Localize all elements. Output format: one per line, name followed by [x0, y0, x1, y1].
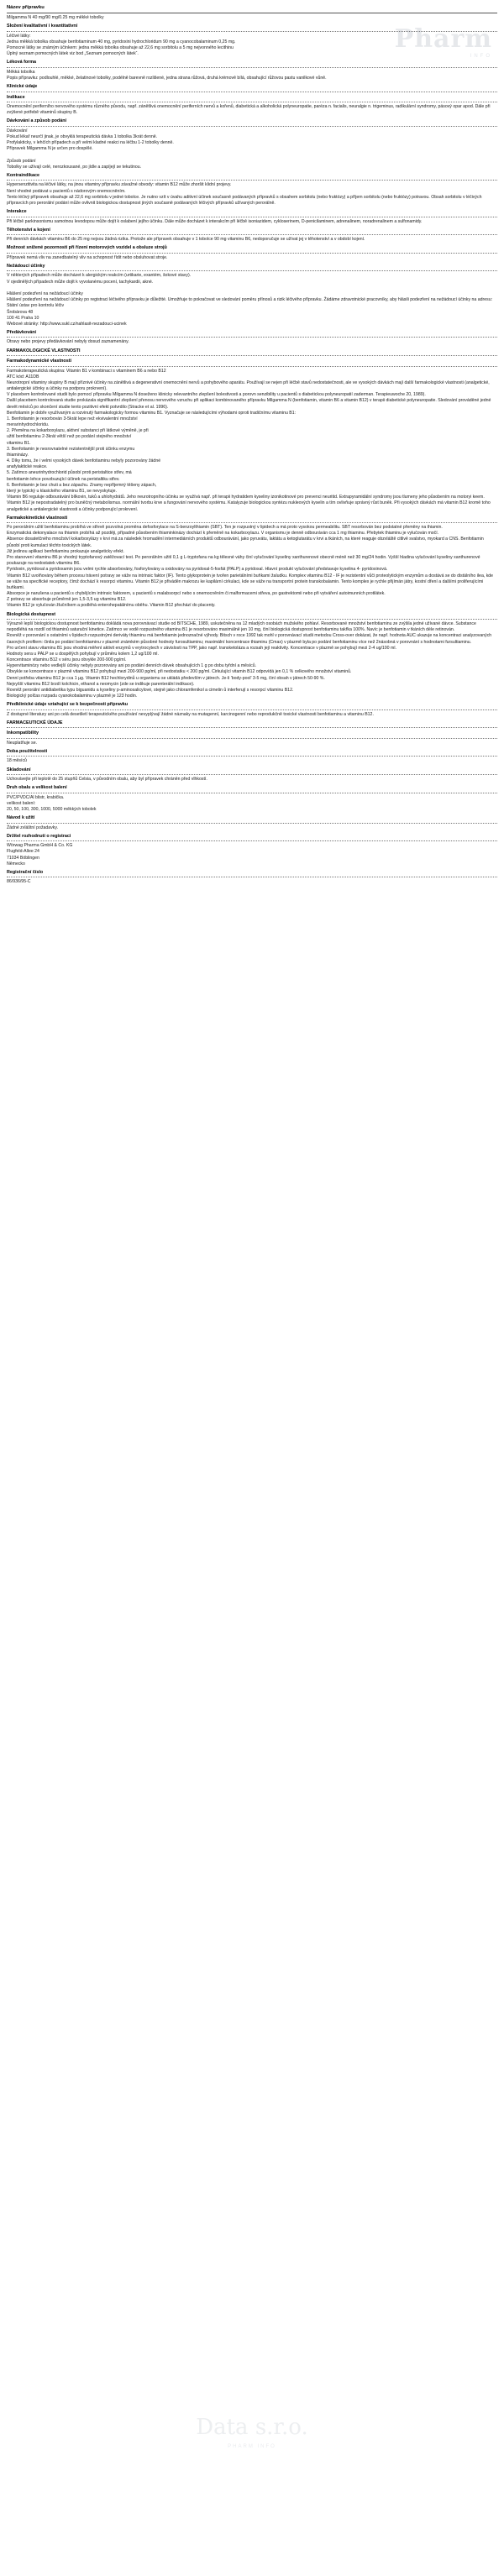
paragraph: Žádné zvláštní požadavky. — [7, 825, 59, 830]
paragraph: Pomocné látky se známým účinkem: jedna měkká tobolka obsahuje až 22,6 mg sorbitolu a 5 mg nejvonného lecithinu — [7, 45, 234, 50]
paragraph: Biologický polčas rozpadu cyanokobalaminu v plazmě je 123 hodin. — [7, 694, 138, 699]
section-heading-predavkovani: Předávkování — [7, 330, 37, 336]
section-divider — [7, 337, 497, 338]
paragraph: Onemocnění periferního nervového systému různého původu, např. zánětlivá onemocnění periferních nervů a kořenů, diabetická a alkoholická polyneuropatie, paréza n. facialis, neuralgie n. trigeminus, radikulární syndromy, pásový opar apod. Dále při zvýšené potřebě vitaminů skupiny B. — [7, 104, 491, 116]
paragraph: Přípravek Milgamma N je určen pro dospělé. — [7, 146, 93, 152]
paragraph: Státní ústav pro kontrolu léčiv — [7, 303, 65, 309]
section-body-skladovani — [7, 777, 497, 783]
paragraph: Dávkování — [7, 128, 28, 134]
paragraph: Již jedinou aplikaci benfotiaminu prokazuje analgeticky efekt. — [7, 548, 124, 554]
paragraph: Nejvyšší vitaminu B12 brzdí kolchicin, ethanol a neomycin (zde se indikuje parenterální indikace). — [7, 681, 195, 687]
section-heading-rizeni: Možnost snížené pozornosti při řízení motorových vozidel a obsluze strojů — [7, 245, 167, 251]
section-heading-nezadouci: Nežádoucí účinky — [7, 264, 45, 270]
section-body-indikace — [7, 104, 497, 116]
section-divider — [7, 355, 497, 356]
paragraph: Přípravek nemá vliv na zanedbatelný vliv na schopnost řídit nebo obsluhovat stroje. — [7, 254, 168, 260]
section-body-tehotenstvi — [7, 237, 497, 243]
paragraph: ATC kód: A11DB — [7, 374, 39, 380]
section-heading-farmakologicke: FARMAKOLOGICKÉ VLASTNOSTI — [7, 348, 81, 353]
paragraph: 86/936/95-C — [7, 879, 31, 885]
section-divider — [7, 727, 497, 728]
section-body-navod — [7, 825, 497, 831]
paragraph: Hlášení podezření na nežádoucí účinky — [7, 291, 83, 296]
section-body-kontraindikace — [7, 182, 497, 207]
section-heading-navod: Návod k užití — [7, 815, 35, 821]
paragraph: Způsob podání — [7, 158, 36, 164]
paragraph: Při denních dávkách vitaminu B6 do 25 mg nejsou žádná rizika. Protože ale přípravek obsahuje v 1 tobolce 90 mg vitaminu B6, nedoporučuje se užívat jej v těhotenství a v období kojení. — [7, 237, 365, 243]
paragraph: Obvykle se koncentrace v plazmě vitaminu B12 pohybují mezi 200-900 pg/ml, při nedostatku < 200 pg/ml. Cirkulující vitamin B12 odpovídá jen 0,1 % celkového množství vitaminů. — [7, 669, 352, 675]
section-body-druh-obalu — [7, 795, 497, 814]
paragraph: 18 měsíců — [7, 758, 27, 764]
paragraph: Německo — [7, 861, 25, 867]
paragraph — [7, 152, 497, 158]
section-divider — [7, 234, 497, 235]
paragraph: Tento léčivý přípravek obsahuje až 22,6 mg sorbitolu v jedné tobolce. Je nutno vzít v úvahu aditivní účinek současně podávaných přípravků s obsahem sorbitolu (nebo fruktózy) a příjem sorbitolu (nebo fruktózy) potravou. Obsah sorbitolu v léčivých přípravcích pro perorální podání může ovlivnit biologickou dostupnost jiných současně podávaných léčivých přípravků užívaných perorálně. — [7, 194, 482, 206]
paragraph: Šrobárova 48 — [7, 309, 34, 315]
paragraph: Pyridoxin, pyridoxal a pyridoxamin jsou velmi rychle absorbovány, fosforylovány a oxidovány na pyridoxal-5-fosfát (PALP) a pyridoxal. Hlavní produkt vylučování představuje kyselina 4- pyridoxinová. — [7, 567, 388, 573]
watermark-bottom-text: Data s.r.o. — [196, 2414, 308, 2440]
paragraph: Měkká tobolka — [7, 69, 35, 75]
paragraph: 5. Zatímco aneurinhydrochlorid působí proti peristaltice střev, má — [7, 470, 132, 476]
paragraph: Z dostupné literatury ani po celá desetiletí terapeutického používání nevyplývají žádné náznaky na mutagenní, karcinogenní nebo reprodukčně toxické vlastnosti benfotiaminu a vitaminu B12. — [7, 711, 374, 717]
watermark-top-sub: INFO — [470, 54, 492, 60]
paragraph: Neuplatňuje se. — [7, 740, 38, 746]
paragraph: Absorpce je narušena u pacientů s chybějícím intrinsic faktorem, u pacientů s malabsorpcí nebo s onemocněním či malformacemi střeva, po gastrektomii nebo při vytváření autoimunních protilátek. — [7, 591, 386, 597]
paragraph: Není vhodné podávat u pacientů s nádorovým onemocněním. — [7, 188, 126, 194]
section-divider — [7, 180, 497, 181]
paragraph: 71034 Böblingen — [7, 855, 39, 861]
paragraph: Hypervitaminózy nebo vedlejší účinky nebyly pozorovány ani po podání denních dávek obsahujících 1 g po dobu tyřdní a měsíců. — [7, 663, 257, 669]
section-heading-farmaceuticke: FARMACEUTICKÉ ÚDAJE — [7, 720, 63, 725]
section-heading-klinicke-udaje: Klinické údaje — [7, 84, 38, 90]
section-body-rizeni — [7, 255, 497, 261]
paragraph: vitaminu B1. — [7, 440, 31, 446]
paragraph: který je typický u klasického vitaminu B1, se nevyskytuje. — [7, 488, 117, 494]
section-divider — [7, 823, 497, 824]
section-body-nezadouci — [7, 273, 497, 327]
paragraph: merarinhydrochloridu. — [7, 422, 50, 428]
section-body-doba-pouzitelnosti — [7, 758, 497, 764]
section-body-biologicka — [7, 621, 497, 699]
section-heading-farmakokineticke: Farmakokinetické vlastnosti — [7, 515, 68, 521]
section-body-registracni-cislo — [7, 879, 497, 885]
paragraph: Uchovávejte při teplotě do 25 stupňů Celsia, v původním obalu, aby byl přípravek chráněn před vlhkostí. — [7, 777, 207, 782]
paragraph: PVC/PVDC/Al blistr, krabička. — [7, 794, 65, 800]
paragraph: Profylakticky, v lehčích případech a při velmi kladné reakci na léčbu 1-2 tobolky denně. — [7, 140, 174, 146]
section-heading-interakce: Interakce — [7, 209, 27, 215]
section-heading-registracni-cislo: Registrační číslo — [7, 869, 44, 875]
paragraph: Vitamin B6 reguluje odbourávání bílkovin, tuků a uhlohydrátů. Jeho neurotropního účinku se využívá např. při terapii hydratidem kyseliny izonikotinové pro prevenci neuritid. Extrapyramidální syndromy jsou tlumeny jeho působením na motoryi keem. — [7, 495, 485, 500]
section-heading-inkompatibility: Inkompatibility — [7, 730, 39, 736]
paragraph: užití benfotiaminu 2-3krát větší než po podání stejného množství — [7, 434, 132, 440]
section-heading-biologicka: Biologická dostupnost — [7, 611, 56, 617]
section-body-davkovani — [7, 128, 497, 170]
paragraph: Z potravy se absorbuje průměrně jen 1,5-3,5 ug vitaminu B12. — [7, 597, 127, 603]
paragraph: Pro určení stavu vitaminu B1 jsou vhodná měření aktivit enzymů v erytrocytech v závislosti na TPP, jako např. transketoláza a rozsah její reaktivity. Koncentrace v plazmě se pohybují mezi 2-4 ug/100 ml. — [7, 645, 396, 651]
section-heading-slozeni: Složení kvalitativní i kvantitativní — [7, 24, 78, 29]
section-divider — [7, 366, 497, 367]
paragraph — [7, 285, 497, 291]
section-heading-doba-pouzitelnosti: Doba použitelnosti — [7, 748, 48, 754]
section-divider — [7, 126, 497, 127]
section-heading-druh-obalu: Druh obalu a velikost balení — [7, 785, 67, 791]
paragraph: Další placebem kontrolovaná studie prokázala signifikantní zlepšení přenosu nervového vzruchu při aplikaci kombinovaného přípravku Milgamma N (benfotiamin, vitamin B6 a vitamin B12) v terapii diabetické polyneuropatie. Sledování prováděné jedné devět měsíců po skončení studie tento pozitivní efekt potvrdilo (Stracke et al. 1996). — [7, 398, 491, 410]
section-divider — [7, 67, 497, 68]
paragraph: Absence dosatetčného množství kokarboxylázy v krvi má za následek hromadění intermediárních produktů odbourávání, jako pyruvátu, laktátu a ketoglutarátu v krvi a tkáních, na které reaguje obzvláště citlivě svalstvo, myokard a CNS. Benfotiamin působí proti kumulaci těchto toxických látek. — [7, 537, 484, 548]
paragraph: 6. Benfotiamin je bez chuti a bez zápachu. Znamy nepříjemný těšeny zápach, — [7, 482, 157, 488]
paragraph: Denní potřeba vitaminu B12 je cca 1 µg. Vitamin B12 hechlorydinů u organismu se ukládá především v játrech. Je-li 'body-pool' 3-5 mg, činí obsah v játrech 50-90 %. — [7, 675, 325, 681]
page-title: Název přípravku — [7, 5, 45, 10]
paragraph: Farmakoterapeutická skupina: Vitamin B1 v kombinaci s vitaminem B6 a nebo B12 — [7, 368, 166, 374]
section-body-interakce — [7, 219, 497, 225]
section-heading-drzitel: Držitel rozhodnutí o registraci — [7, 833, 71, 839]
paragraph: Vitamin B12 je vylučován žlučníkem a podléhá enterohepatálnímu oběhu. Vitamin B12 přechází do placenty. — [7, 603, 216, 609]
paragraph: Popis přípravku: podlouhlé, měkké, želatinové tobolky, podélně barevně rozlišené, jedna strana růžová, druhá krémově bílá, obsahující růžovou pastu vanilkové vůně. — [7, 75, 327, 81]
paragraph: Jedna měkká tobolka obsahuje benfotiaminum 40 mg, pyridoxini hydrochloridum 90 mg a cyanocobalaminum 0,25 mg. — [7, 39, 236, 45]
paragraph: Otravy nebo projevy předávkování nebyly dosud zaznamenány. — [7, 339, 129, 345]
watermark-bottom-sub: PHARM INFO — [228, 2443, 276, 2449]
paragraph: Webové stránky: http://www.sukl.cz/nahlasit-nezadouci-ucinek — [7, 321, 127, 327]
section-divider — [7, 738, 497, 739]
paragraph: Koncentrace vitaminu B12 v séru jsou obvykle 200-900 pg/ml. — [7, 657, 127, 663]
section-divider — [7, 774, 497, 775]
section-body-farmakokineticke — [7, 525, 497, 609]
paragraph: Po perorálním užití benfotiaminu probíhá ve střevě pozvolná proměna defosforylace na S-benzoylthiamin (SBT). Ten je rozpustný v lipidech a má proto vysokou permeabilitu. SBT resorbován bez podstatné přeměny na thiamin. — [7, 525, 443, 531]
section-heading-farmakodynamicke: Farmakodynamické vlastnosti — [7, 359, 71, 364]
paragraph: benfotiamin lehce povzbuzující účinek na peristaltiku střev. — [7, 476, 120, 482]
section-divider — [7, 709, 497, 710]
paragraph: anafylaktické reakce. — [7, 464, 48, 470]
paragraph: 20, 50, 100, 300, 1000, 5000 měkkých tobolek — [7, 806, 97, 812]
paragraph: Hodnoty sera u PALP se u dospělých pohybují v průměru kolem 1,2 ug/100 ml. — [7, 651, 159, 657]
section-body-slozeni — [7, 34, 497, 58]
section-divider — [7, 619, 497, 620]
paragraph: 4. Díky tomu, že i velmi vysokých dávek benfotiaminu nebyly pozorovány žádné — [7, 458, 161, 464]
section-heading-kontraindikace: Kontraindikace — [7, 173, 39, 178]
paragraph: Rovněž v porovnání s ostatními v lipidech rozpustnými deriváty thiaminu má benfotiamin jednoznačné výhody. Bitsch v roce 1992 tak mohl v porovnávací studii metodou Cross-over dokázat, že např. hodnota AUC ukazuje na koncentraci analyzovaných časových profilem: činila po podání benfotiaminu v plazmě známkém působné hodnoty furosultiaminu; maximální koncentrace thiaminu (Cmax) v plazmě byla po podání benfotiaminu více než 2násobná v porovnání s hodnotami fursultiaminu. — [7, 633, 492, 645]
section-heading-tehotenstvi: Těhotenství a kojení — [7, 227, 50, 233]
product-name: Milgamma N 40 mg/90 mg/0.25 mg měkké tobolky — [7, 14, 104, 20]
paragraph: Pro stanovení vitaminu B6 je vhodný tryptofanový zatěžovací test. Po perorálním užití 0,1 g L-tryptofanu na kg tělesné váhy činí vylučování kyseliny xanthurenové obecně méně než 30 mg/24 hodin. Vyšší hladina vylučování kyseliny xanthurenové poukazuje na nedostatek vitaminu B6. — [7, 554, 480, 567]
section-body-predavkovani — [7, 339, 497, 345]
section-heading-indikace: Indikace — [7, 94, 25, 100]
paragraph: 3. Benfotiamin je nesrovnatelné rezistentnější proti účinku enzymu — [7, 446, 135, 452]
paragraph: Při léčbě parkinsonismu samotnou levodopou může dojít k oslabení jejího účinku. Dále může docházet k interakcím při léčbě isoniazidem, cykloserinem, D-penicilaminem, adrenalinem, noradrenalinem a sulfonamidy. — [7, 218, 423, 224]
section-heading-skladovani: Skladování — [7, 767, 31, 772]
section-body-inkompatibility — [7, 741, 497, 746]
watermark-bottom — [196, 2413, 307, 2450]
paragraph: V ojedinělých případech může dojít k vyvolanému pocení, tachykardii, akné. — [7, 279, 154, 285]
section-body-drzitel — [7, 843, 497, 867]
paragraph: Úplný seznam pomocných látek viz bod „Seznam pomocných látek“. — [7, 51, 139, 57]
paragraph: Flugfeld-Allee 24 — [7, 849, 39, 855]
section-heading-davkovani: Dávkování a způsob podání — [7, 118, 66, 124]
paragraph: V placebem kontrolované studii bylo pomocí přípravku Milgamma N doseženo klinicky relevantního zlepšení bolestivosti a porovn senzibility u pacientů s diabetickou polyneuropatií zaderman. Terapieuwoche 20, 1989). — [7, 392, 426, 398]
paragraph: Vitamin B12 uvolňovány během procesu trávení potravy se váže na intrinsic faktor (IF). Tento glykoprotein je tvořen parietálními buňkami žaludku. Komplex vitaminu B12 - IF je rezistentní vůči proteolytickým enzymům a dostává se do distálního ilea, kde se váže na specifické receptory, čímž dochází k resorpci vitaminu. Vitamin B12 je přiváděn makrozu ke kapilární cirkulaci, kde se váže na transportní protein transkobalamin. Tento komplex je rychle přijímán játry, kostní dření a dalšími proliferujícími buňkami. — [7, 573, 494, 590]
section-divider — [7, 756, 497, 757]
section-heading-predklinicke: Předklinické údaje vztahující se k bezpečnosti přípravku — [7, 702, 129, 708]
section-heading-lekova-forma: Léková forma — [7, 60, 37, 65]
paragraph: Pokud lékař neurčí jinak, je obvyklá terapeutická dávka 1 tobolka 3krát denně. — [7, 134, 158, 139]
paragraph: velikost balení: — [7, 800, 36, 806]
paragraph: Enzymatická dekonyalace na thiamin probíhá až později, případně působením thiaminkinázy dochází k přeměně na kokarboxylazu. V organismu je denně odbouráván cca 1 mg thiaminu. Přebytek thiaminu je vylučován močí. — [7, 531, 439, 537]
paragraph: Výrazně lepší biologickou dostupnost benfotiaminu dokládá nova porovnávací studie od BITSCHE, 1989, uskutečněna na 12 mladých osobách mužského pohlaví. Resorbované množství benfotiaminu ze zvýšila jedné užívané dávce. Substance nepodléhá na rozdíl od thiaminů saturační kinetice. Zatímco ve vodě rozpustného vitaminu B1 je resorbováno maximálně jen 10 mg, činí biologická dostupnost benfotiaminu takřka 100%. Navíc je benfotiamin v tkáních déle retinován. — [7, 620, 476, 633]
section-divider — [7, 840, 497, 841]
section-divider — [7, 253, 497, 254]
paragraph: Tobolky se užívají celé, nerozkousané, po jídle a zapíjejí se tekutinou. — [7, 164, 142, 170]
paragraph: Rovněž perorální antidiabetika typu biguanidu a kyseliny p-aminosalicylové, stejně jako chloramfenikol a cimetin ů interferují s resorpcí vitaminu B12. — [7, 687, 294, 693]
paragraph: Wörwag Pharma GmbH & Co. KG — [7, 843, 73, 849]
section-body-predklinicke — [7, 712, 497, 718]
paragraph: Benfotiamin je dobře využívaným a rozvinutý farmakologicky formou vitaminu B1. Vyznačuje se následujícími výhodami oproti tradičnímu vitaminu B1: — [7, 410, 297, 416]
section-body-lekova-forma — [7, 70, 497, 81]
paragraph: Léčivé látky: — [7, 33, 31, 39]
paragraph: thiaminázy. — [7, 452, 29, 458]
paragraph: Vitamin B12 je nepostradatelný pro buněčný metabolismus. normální tvorbu krve a fungování nervového systému. Katalyzuje biologickou syntézu nukleových kyselin a tím ovlivňuje správný růst buněk. Při vysokých dávkách má vitamin B12 kromě toho analgetické a antialergické vlastnosti a účinky podporující prokrvení. — [7, 500, 491, 512]
paragraph: V některých případech může docházet k alergickým reakcím (urtikarie, exantém, šokové stavy). — [7, 273, 192, 279]
paragraph: Hlášení podezření na nežádoucí účinky po registraci léčivého přípravku je důležité. Umožňuje to pokračovat ve sledování poměru přínosů a rizik léčivého přípravku. Žádáme zdravotnické pracovníky, aby hlásili podezření na nežádoucí účinky na adresu: — [7, 297, 493, 303]
watermark-top-text: Pharm — [394, 24, 492, 54]
section-divider — [7, 522, 497, 523]
section-list — [7, 24, 497, 885]
paragraph: 1. Benfotiamin je resorbován 3-5krát lepe než ekvivalentní množství — [7, 416, 138, 421]
paragraph: 100 41 Praha 10 — [7, 315, 39, 321]
section-body-farmakodynamicke — [7, 369, 497, 513]
paragraph: Neurotropní vitaminy skupiny B mají příznivé účinky na zánětlivá a degenerativní onemocnění nervů a pohybového aparátu. Používají se nejen při léčbě stavů nedostatečnosti, ale ve vysokých dávkách mají další farmakologické vlastnosti (analgetické, antialergické účinky a účinky na podporu prokrvení). — [7, 380, 490, 392]
section-divider — [7, 31, 497, 32]
section-divider — [7, 270, 497, 271]
paragraph: Hypersenzitivita na léčivé látky, na jinou vitaminy přípravku závažné obvody: vitamin B12 může zhoršit klidní projevy. — [7, 182, 232, 188]
paragraph: 2. Přeměna na kokarboxylazu, aktivní substanci při látkové výměně, je při — [7, 428, 149, 434]
